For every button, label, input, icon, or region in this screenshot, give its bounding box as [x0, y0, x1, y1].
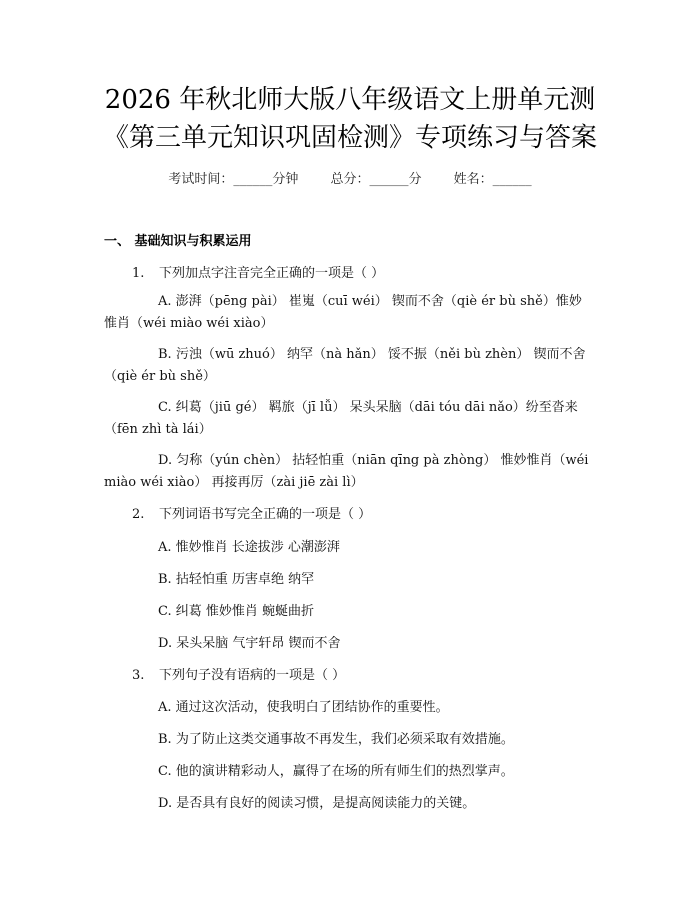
question-stem: 下列词语书写完全正确的一项是（ ） [159, 507, 372, 522]
question-number: 1. [132, 266, 145, 281]
option-3a: A. 通过这次活动，使我明白了团结协作的重要性。 [158, 700, 449, 715]
question-3 [132, 664, 345, 683]
exam-time: 考试时间：______分钟 [168, 172, 299, 187]
question-stem: 下列加点字注音完全正确的一项是（ ） [159, 266, 385, 281]
document-title-line-1: 2026 年秋北师大版八年级语文上册单元测 [104, 85, 596, 115]
question-1 [132, 262, 384, 281]
question-number: 2. [132, 507, 145, 522]
option-2d: D. 呆头呆脑 气宇轩昂 锲而不舍 [158, 636, 341, 651]
option-2c: C. 纠葛 惟妙惟肖 蜿蜒曲折 [158, 604, 315, 619]
option-1b: B. 污浊（wū zhuó） 纳罕（nà hǎn） 馁不振（něi bù zhèn） 锲而不舍（qiè ér bù shě） [104, 347, 586, 384]
option-3d: D. 是否具有良好的阅读习惯，是提高阅读能力的关键。 [158, 796, 476, 811]
question-number: 3. [132, 668, 145, 683]
option-1a: A. 澎湃（pēng pài） 崔嵬（cuī wéi） 锲而不舍（qiè ér bù shě）惟妙惟肖（wéi miào wéi xiào） [104, 294, 582, 331]
exam-meta [0, 168, 700, 187]
option-1c: C. 纠葛（jiū gé） 羁旅（jī lǚ） 呆头呆脑（dāi tóu dāi nǎo）纷至沓来（fēn zhì tà lái） [104, 400, 578, 437]
section-heading: 一、 基础知识与积累运用 [104, 234, 252, 249]
question-2 [132, 503, 371, 522]
option-3b: B. 为了防止这类交通事故不再发生，我们必须采取有效措施。 [158, 732, 514, 747]
exam-score: 总分：______分 [330, 172, 422, 187]
exam-name: 姓名：______ [453, 172, 532, 187]
option-1d: D. 匀称（yún chèn） 拈轻怕重（niān qīng pà zhòng） 惟妙惟肖（wéi miào wéi xiào） 再接再厉（zài jiē zài lì） [104, 453, 589, 490]
document-title-line-2: 《第三单元知识巩固检测》专项练习与答案 [102, 123, 597, 153]
option-3c: C. 他的演讲精彩动人，赢得了在场的所有师生们的热烈掌声。 [158, 764, 514, 779]
option-2b: B. 拈轻怕重 历害卓绝 纳罕 [158, 572, 315, 587]
option-2a: A. 惟妙惟肖 长途拔涉 心潮澎湃 [158, 540, 340, 555]
question-stem: 下列句子没有语病的一项是（ ） [159, 668, 346, 683]
